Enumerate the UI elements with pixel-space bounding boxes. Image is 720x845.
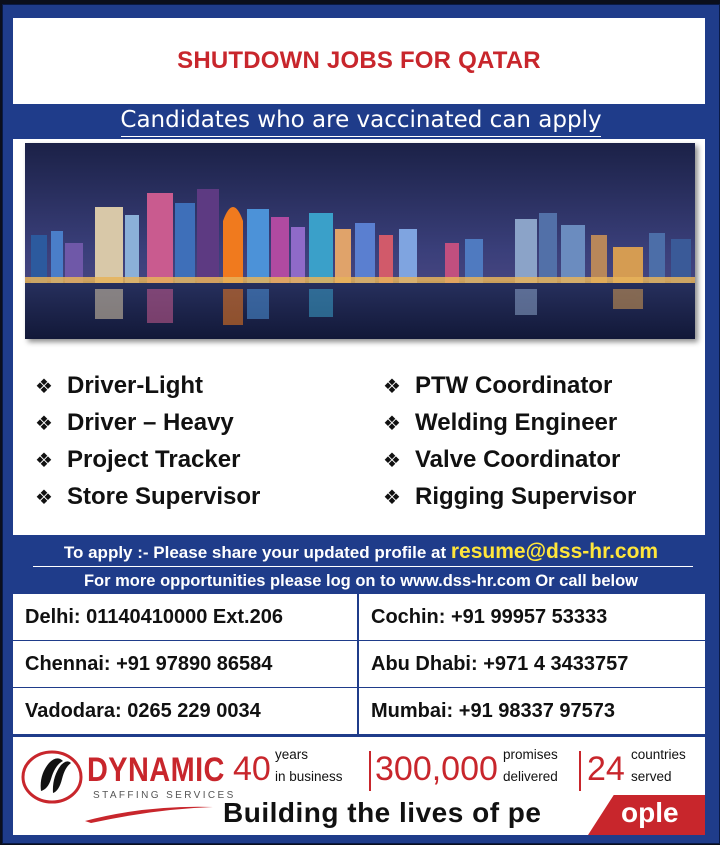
job-title: Valve Coordinator [415,445,621,473]
job-title: PTW Coordinator [415,371,613,399]
diamond-bullet-icon: ❖ [383,373,401,398]
stat-countries-top: countries [631,747,686,762]
diamond-bullet-icon: ❖ [383,484,401,509]
contact-table [13,594,705,734]
diamond-bullet-icon: ❖ [35,373,53,398]
stat-divider [579,751,581,791]
contact-delhi: Delhi: 01140410000 Ext.206 [13,594,359,641]
job-item [35,367,375,404]
apply-instructions [3,538,719,566]
job-item [383,404,720,441]
contact-cochin: Cochin: +91 99957 53333 [359,594,705,641]
contact-chennai: Chennai: +91 97890 86584 [13,641,359,688]
job-item [35,441,375,478]
stat-countries-bottom: served [631,769,672,784]
job-title: Driver-Light [67,371,204,399]
contact-vadodara: Vadodara: 0265 229 0034 [13,688,359,734]
stat-promises-number: 300,000 [375,750,498,788]
diamond-bullet-icon: ❖ [383,410,401,435]
more-opportunities-text: For more opportunities please log on to www.dss-hr.com Or call below [83,572,639,590]
poster-subtitle: Candidates who are vaccinated can apply [120,107,602,133]
job-title: Project Tracker [67,445,241,473]
job-item [35,404,375,441]
subtitle-underline [121,136,601,137]
tagline: Building the lives of pe [223,797,542,828]
job-poster [2,4,720,844]
apply-email-link[interactable]: resume@dss-hr.com [450,540,659,563]
brand-name: DYNAMIC [87,751,225,789]
diamond-bullet-icon: ❖ [35,484,53,509]
company-footer [13,737,705,835]
stat-countries-number: 24 [587,750,625,788]
brand-subtitle: STAFFING SERVICES [93,790,236,801]
job-title: Driver – Heavy [67,408,234,436]
job-title: Welding Engineer [415,408,618,436]
apply-text: To apply :- Please share your updated profile at [63,543,451,562]
stat-years-top: years [275,747,309,762]
job-item [383,478,720,515]
stat-years-bottom: in business [275,769,343,784]
job-item [383,441,720,478]
job-list-left [35,367,375,515]
diamond-bullet-icon: ❖ [35,447,53,472]
job-title: Rigging Supervisor [415,482,637,510]
stat-years-number: 40 [233,750,271,788]
job-item [35,478,375,515]
job-list-right [383,367,720,515]
job-item [383,367,720,404]
contact-mumbai: Mumbai: +91 98337 97573 [371,699,616,722]
brand-swoosh-icon [85,803,215,823]
company-logo-icon [19,745,85,811]
diamond-bullet-icon: ❖ [35,410,53,435]
poster-title: SHUTDOWN JOBS FOR QATAR [177,47,541,74]
main-panel [13,139,705,535]
stat-promises-top: promises [503,747,558,762]
job-title: Store Supervisor [67,482,261,510]
city-skyline-image [25,143,695,339]
tagline-end: ople [621,797,679,828]
contact-abu-dhabi: Abu Dhabi: +971 4 3433757 [359,641,705,688]
stat-promises-bottom: delivered [503,769,558,784]
stat-divider [369,751,371,791]
title-box [13,18,705,104]
diamond-bullet-icon: ❖ [383,447,401,472]
divider [33,566,693,567]
